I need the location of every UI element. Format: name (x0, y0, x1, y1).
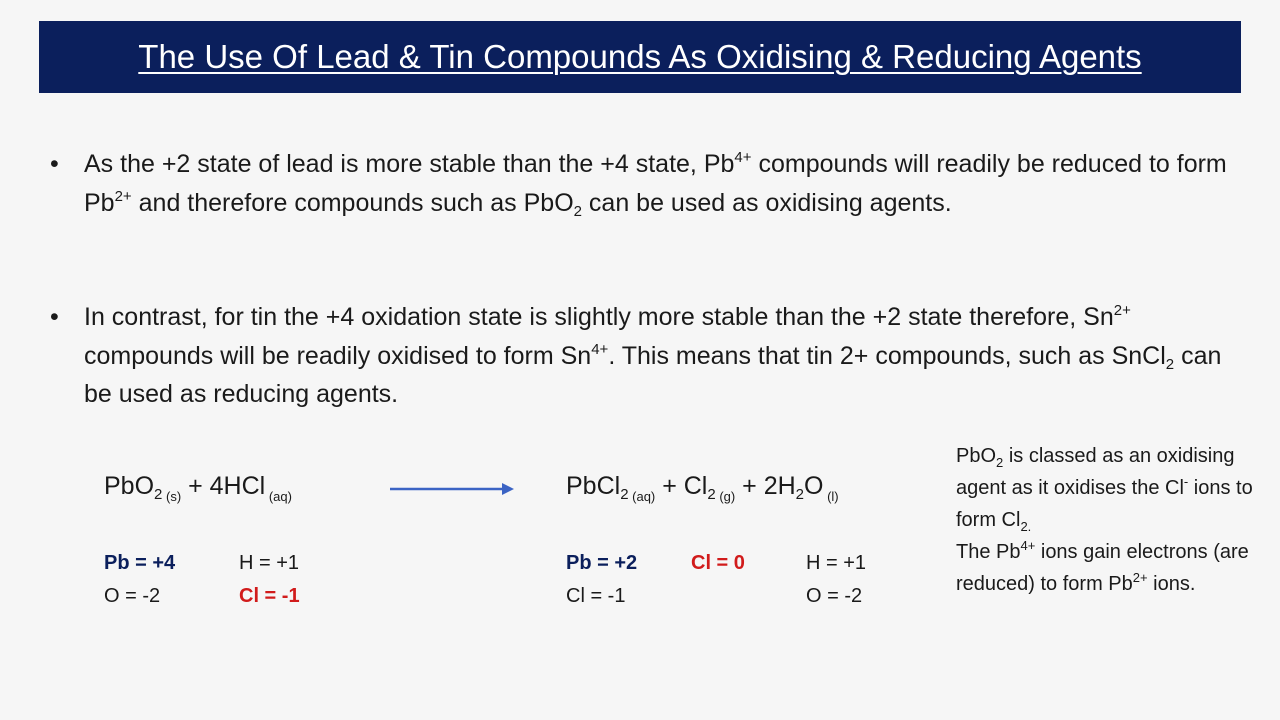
page-title: The Use Of Lead & Tin Compounds As Oxidising & Reducing Agents (138, 38, 1142, 75)
explanation-note (956, 440, 1256, 600)
equation-reactants: PbO$_2$ $_{(s)}$ + 4HCl $_{(aq)}$ (104, 472, 292, 504)
ox-right-h: H = +1 (806, 552, 867, 574)
note-oxidising: PbO$_2$ is classed as an oxidising agent as it oxidises the Cl- ions to form $Cl_{2.}$ (956, 445, 1253, 534)
note-reduced: The $Pb^{4+}$ ions gain electrons (are reduced) to form $Pb^{2+}$ ions. (956, 538, 1249, 595)
bullet-tin (50, 298, 1230, 414)
ox-left-h: H = +1 (239, 552, 300, 574)
ox-left-pb: Pb = +4 (104, 552, 176, 574)
ox-right-o: O = -2 (806, 585, 863, 607)
bullet-lead-text: As the +2 state of lead is more stable than the +4 state, $Pb^{4+}$ compounds will readily be reduced to form $Pb^{2+}$ and therefore compounds such as PbO$_2$ can be used as oxidising agents. (84, 149, 1227, 220)
reaction-arrow-icon (390, 478, 516, 500)
bullet-lead (50, 145, 1230, 222)
ox-left-cl: Cl = -1 (239, 585, 300, 607)
bullet-tin-text: In contrast, for tin the +4 oxidation state is slightly more stable than the +2 state therefore, $Sn^{2+}$ compounds will be readily oxidised to form $Sn^{4+}$. This means that tin 2+ compounds, such as SnCl$_2$ can be used as reducing agents. (84, 302, 1222, 408)
ox-right-cl-minus: Cl = -1 (566, 585, 626, 607)
equation-products: PbCl$_2$ $_{(aq)} + Cl_2$ $_{(g)} + 2H_2O$ $_{(l)}$ (566, 472, 839, 504)
ox-right-pb: Pb = +2 (566, 552, 638, 574)
ox-left-o: O = -2 (104, 585, 161, 607)
ox-right-cl0: Cl = 0 (691, 552, 745, 574)
bullet-dot: • (50, 150, 59, 178)
title-bar (39, 21, 1241, 93)
bullet-dot: • (50, 303, 59, 331)
